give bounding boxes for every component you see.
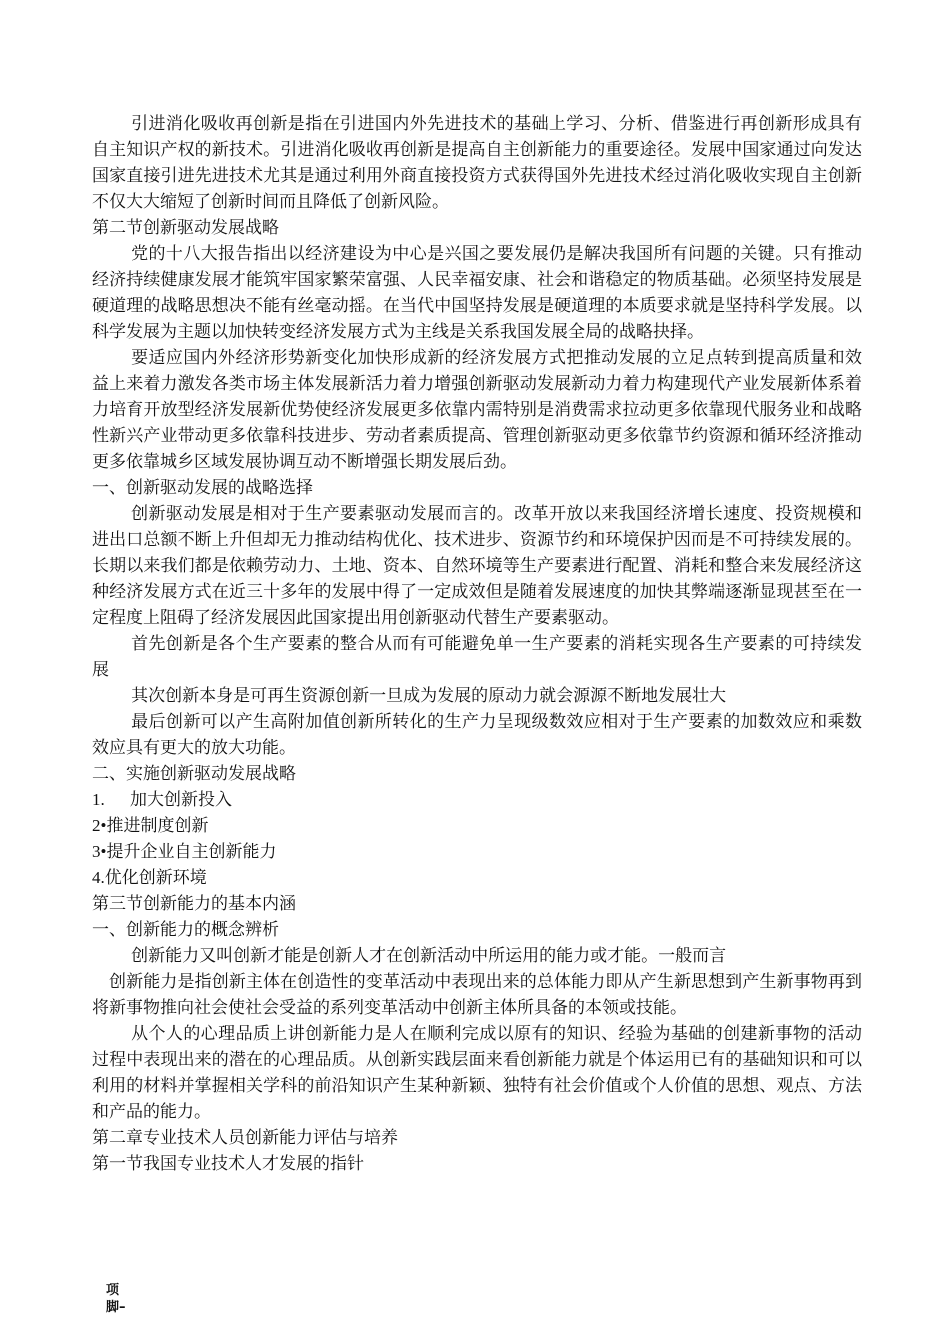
list-item [92,865,862,891]
paragraph: 创新能力又叫创新才能是创新人才在创新活动中所运用的能力或才能。一般而言 [131,946,727,966]
paragraph: 引进消化吸收再创新是指在引进国内外先进技术的基础上学习、分析、借鉴进行再创新形成具有自主知识产权的新技术。引进消化吸收再创新是提高自主创新能力的重要途径。发展中国家通过向发达国家直接引进先进技术尤其是通过利用外商直接投资方式获得国外先进技术经过消化吸收实现自主创新不仅大大缩短了创新时间而且降低了创新风险。 [92,114,862,212]
list-number: 3• [92,842,107,861]
subsection-heading: 一、创新能力的概念辨析 [92,920,279,940]
subsection-heading: 二、实施创新驱动发展战略 [92,764,296,784]
paragraph: 其次创新本身是可再生资源创新一旦成为发展的原动力就会源源不断地发展壮大 [131,686,727,706]
list-text: 加大创新投入 [130,790,232,809]
list-item [92,839,862,865]
list-text: 提升企业自主创新能力 [106,842,277,861]
footer-line: 项 [106,1283,120,1298]
document-body [92,111,862,1177]
paragraph: 要适应国内外经济形势新变化加快形成新的经济发展方式把推动发展的立足点转到提高质量和效益上来着力激发各类市场主体发展新活力着力增强创新驱动发展新动力着力构建现代产业发展新体系着力培育开放型经济发展新优势使经济发展更多依靠内需特别是消费需求拉动更多依靠现代服务业和战略性新兴产业带动更多依靠科技进步、劳动者素质提高、管理创新驱动更多依靠节约资源和循环经济推动更多依靠城乡区域发展协调互动不断增强长期发展后劲。 [92,348,862,472]
section-heading: 第一节我国专业技术人才发展的指针 [92,1154,364,1174]
footer-line: 脚– [106,1300,126,1315]
section-heading: 第二节创新驱动发展战略 [92,218,279,238]
paragraph: 创新能力是指创新主体在创造性的变革活动中表现出来的总体能力即从产生新思想到产生新事物再到将新事物推向社会使社会受益的系列变革活动中创新主体所具备的本领或技能。 [92,972,862,1018]
paragraph: 最后创新可以产生高附加值创新所转化的生产力呈现级数效应相对于生产要素的加数效应和乘数效应具有更大的放大功能。 [92,712,862,758]
paragraph: 党的十八大报告指出以经济建设为中心是兴国之要发展仍是解决我国所有问题的关键。只有推动经济持续健康发展才能筑牢国家繁荣富强、人民幸福安康、社会和谐稳定的物质基础。必须坚持发展是硬道理的战略思想决不能有丝毫动摇。在当代中国坚持发展是硬道理的本质要求就是坚持科学发展。以科学发展为主题以加快转变经济发展方式为主线是关系我国发展全局的战略抉择。 [92,244,862,342]
list-text: 推进制度创新 [106,816,209,835]
paragraph: 创新驱动发展是相对于生产要素驱动发展而言的。改革开放以来我国经济增长速度、投资规模和进出口总额不断上升但却无力推动结构优化、技术进步、资源节约和环境保护因而是不可持续发展的。长期以来我们都是依赖劳动力、土地、资本、自然环境等生产要素进行配置、消耗和整合来发展经济这种经济发展方式在近三十多年的发展中得了一定成效但是随着发展速度的加快其弊端逐渐显现甚至在一定程度上阻碍了经济发展因此国家提出用创新驱动代替生产要素驱动。 [92,504,862,628]
paragraph: 从个人的心理品质上讲创新能力是人在顺利完成以原有的知识、经验为基础的创建新事物的活动过程中表现出来的潜在的心理品质。从创新实践层面来看创新能力就是个体运用已有的基础知识和可以利用的材料并掌握相关学科的前沿知识产生某种新颖、独特有社会价值或个人价值的思想、观点、方法和产品的能力。 [92,1024,862,1122]
section-heading: 第三节创新能力的基本内涵 [92,894,296,914]
subsection-heading: 一、创新驱动发展的战略选择 [92,478,313,498]
list-item [92,787,862,813]
paragraph: 首先创新是各个生产要素的整合从而有可能避免单一生产要素的消耗实现各生产要素的可持续发展 [92,634,862,680]
list-number: 1. [92,790,105,809]
list-text: 优化创新环境 [104,868,207,887]
list-number: 4. [92,868,105,887]
numbered-list [92,787,862,891]
list-item [92,813,862,839]
list-number: 2• [92,816,107,835]
chapter-heading: 第二章专业技术人员创新能力评估与培养 [92,1128,398,1148]
page-footer [106,1282,126,1316]
